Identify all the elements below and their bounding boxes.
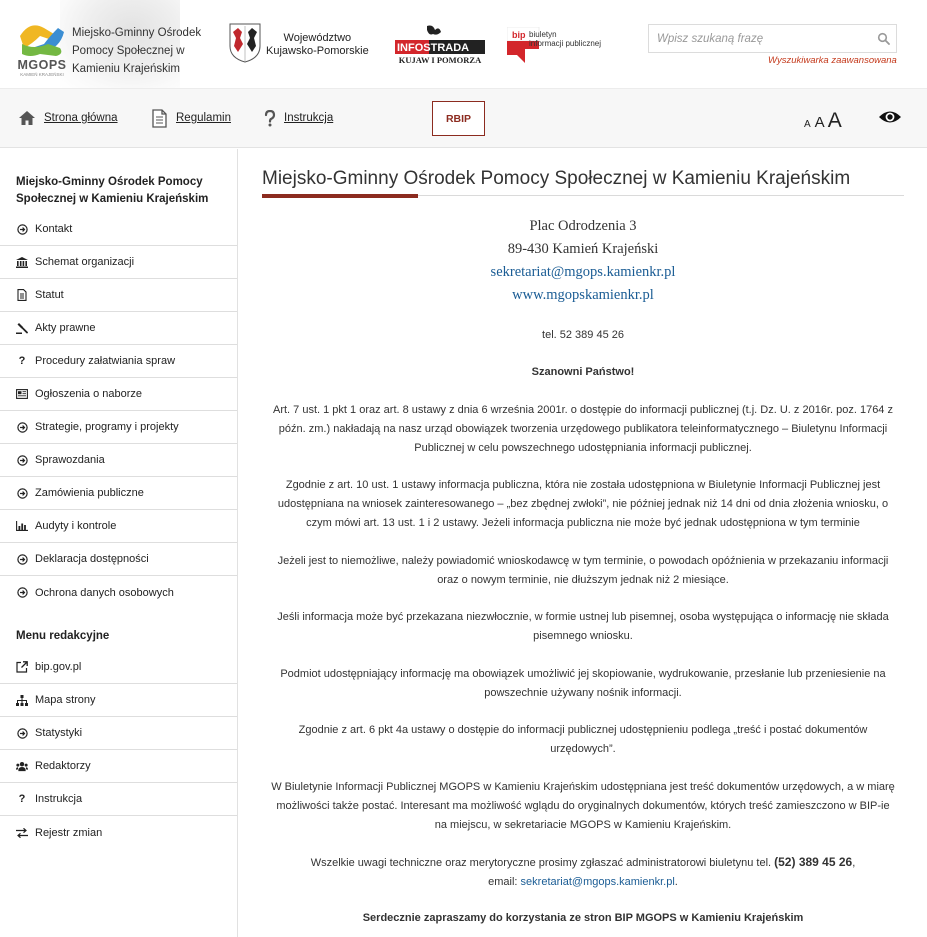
sidebar-item-sprawozdania[interactable] xyxy=(0,444,237,477)
editorial-menu-heading: Menu redakcyjne xyxy=(16,630,110,642)
circle-arrow-icon xyxy=(16,454,28,466)
region-name-line1: Województwo xyxy=(283,32,352,44)
sidebar-item-label: Kontakt xyxy=(35,223,73,235)
sidebar-item-instrukcja[interactable] xyxy=(0,783,237,816)
exchange-icon xyxy=(16,827,28,839)
paragraph-6-line2: urzędowych”. xyxy=(550,743,616,755)
sidebar-heading: Miejsko-Gminny Ośrodek Pomocy Społecznej w Kamieniu Krajeńskim xyxy=(16,176,209,205)
question-icon: ? xyxy=(18,355,26,367)
newspaper-icon xyxy=(16,388,28,400)
bip-caption-line1: biuletyn xyxy=(529,30,557,39)
infostrada-logo-link[interactable] xyxy=(393,24,487,64)
top-navigation xyxy=(0,88,927,148)
site-header xyxy=(0,0,927,88)
address-line1: Plac Odrodzenia 3 xyxy=(529,218,637,234)
sidebar-item-label: bip.gov.pl xyxy=(35,661,82,673)
paragraph-1-line2: późn. zm.) nakładają na nasz urząd obowiązek tworzenia urzędowego publikatora teleinformatycznego – Biuletynu Informacji xyxy=(278,423,888,435)
paragraph-4-line2: pisemnego wniosku. xyxy=(533,630,633,642)
paragraph-2 xyxy=(262,476,904,533)
paragraph-7 xyxy=(262,778,904,835)
search-icon[interactable] xyxy=(877,32,891,46)
nav-help-label: Instrukcja xyxy=(284,112,334,124)
nav-home-label: Strona główna xyxy=(44,112,118,124)
font-size-small-button[interactable]: A xyxy=(804,119,811,130)
paragraph-7-line3: na miejscu, w sekretariacie MGOPS w Kamieniu Krajeńskim. xyxy=(434,819,732,831)
question-icon: ? xyxy=(18,793,26,805)
paragraph-2-line3: czym mówi art. 13 ust. 1 i 2 ustawy. Jeżeli informacja publiczna nie może być jednak udostępniona w tym terminie xyxy=(306,517,860,529)
sitemap-icon xyxy=(16,694,28,706)
sidebar-item-label: Procedury załatwiania spraw xyxy=(35,355,176,367)
sidebar-item-strategie[interactable] xyxy=(0,411,237,444)
bar-chart-icon xyxy=(16,520,28,532)
sidebar-item-label: Mapa strony xyxy=(35,694,96,706)
circle-arrow-icon xyxy=(16,727,28,739)
admin-email-dot: . xyxy=(674,876,678,888)
bank-icon xyxy=(16,256,28,268)
bip-caption xyxy=(529,30,601,48)
admin-email-link[interactable]: sekretariat@mgops.kamienkr.pl xyxy=(520,876,675,888)
title-accent-bar xyxy=(262,194,418,198)
sidebar-item-procedury[interactable] xyxy=(0,345,237,378)
paragraph-8-line1 xyxy=(262,853,904,873)
paragraph-5-line1: Podmiot udostępniający informację ma obowiązek umożliwić jej skopiowanie, wydrukowanie, przesłanie lub przeniesienie na xyxy=(280,668,886,680)
circle-arrow-icon xyxy=(16,587,28,599)
paragraph-8 xyxy=(262,853,904,892)
advanced-search-link[interactable]: Wyszukiwarka zaawansowana xyxy=(768,55,897,66)
paragraph-4 xyxy=(262,608,904,646)
paragraph-6-line1: Zgodnie z art. 6 pkt 4a ustawy o dostępie do informacji publicznej udostępnieniu podlega „treść i postać dokumentów xyxy=(298,724,868,736)
rbip-button[interactable]: RBIP xyxy=(432,101,485,136)
sidebar-item-deklaracja[interactable] xyxy=(0,543,237,576)
sidebar-item-label: Statut xyxy=(35,289,64,301)
phone-text: tel. 52 389 45 26 xyxy=(542,329,624,341)
nav-help[interactable] xyxy=(264,106,333,130)
sidebar-item-rejestr[interactable] xyxy=(0,816,237,849)
paragraph-5 xyxy=(262,665,904,703)
sidebar-item-label: Strategie, programy i projekty xyxy=(35,421,179,433)
sidebar-item-audyty[interactable] xyxy=(0,510,237,543)
paragraph-2-line2: udostępniana na wniosek zainteresowanego – „bez zbędnej zwłoki”, nie później jednak niż 14 dni od dnia złożenia wniosku, o xyxy=(277,498,889,510)
nav-home[interactable] xyxy=(18,106,118,130)
paragraph-5-line2: powszechnie używany nośnik informacji. xyxy=(484,687,682,699)
sidebar-item-label: Schemat organizacji xyxy=(35,256,135,268)
sidebar-item-kontakt[interactable] xyxy=(0,213,237,246)
admin-contact-text: Wszelkie uwagi techniczne oraz merytoryczne prosimy zgłaszać administratorowi biuletynu tel. xyxy=(310,857,772,869)
admin-phone: (52) 389 45 26 xyxy=(774,855,853,869)
font-size-switcher xyxy=(804,109,842,133)
sidebar-item-label: Redaktorzy xyxy=(35,760,91,772)
org-name[interactable]: Miejsko-Gminny Ośrodek Pomocy Społecznej w Kamieniu Krajeńskim xyxy=(72,27,202,75)
logo-subtext: KAMIEŃ KRAJEŃSKI xyxy=(20,72,64,77)
paragraph-1-line3: Publicznej w celu powszechnego udostępniania informacji publicznej. xyxy=(414,442,752,454)
search-form xyxy=(648,24,897,53)
greeting-text: Szanowni Państwo! xyxy=(531,366,635,378)
bip-logo-link[interactable] xyxy=(507,27,621,67)
nav-rules-label: Regulamin xyxy=(176,112,231,124)
sidebar-item-redaktorzy[interactable] xyxy=(0,750,237,783)
question-icon xyxy=(264,110,276,127)
paragraph-3-line2: oraz o nowym terminie, nie dłuższym jednak niż 2 miesiące. xyxy=(437,574,729,586)
document-icon xyxy=(151,109,168,128)
sidebar-item-label: Audyty i kontrole xyxy=(35,520,117,532)
bip-mark: bip xyxy=(512,30,526,40)
paragraph-6 xyxy=(262,721,904,759)
paragraph-3 xyxy=(262,552,904,590)
sidebar-item-schemat[interactable] xyxy=(0,246,237,279)
sidebar-item-akty-prawne[interactable] xyxy=(0,312,237,345)
sidebar-item-mapa[interactable] xyxy=(0,684,237,717)
paragraph-3-line1: Jeżeli jest to niemożliwe, należy powiadomić wnioskodawcę w tym terminie, o powodach opóźnienia w przekazaniu informacji xyxy=(277,555,889,567)
contrast-eye-icon[interactable] xyxy=(878,109,902,125)
email-link[interactable]: sekretariat@mgops.kamienkr.pl xyxy=(490,264,676,280)
sidebar-item-label: Deklaracja dostępności xyxy=(35,553,149,565)
sidebar-item-label: Ochrona danych osobowych xyxy=(35,586,174,599)
sidebar-item-ogloszenia[interactable] xyxy=(0,378,237,411)
sidebar-item-label: Rejestr zmian xyxy=(35,826,103,839)
search-input[interactable] xyxy=(649,25,869,52)
sidebar-item-label: Ogłoszenia o naborze xyxy=(35,388,143,400)
admin-email-label: email: xyxy=(488,876,518,888)
infostrada-subtext: KUJAW I POMORZA xyxy=(398,55,482,65)
gavel-icon xyxy=(16,322,28,334)
infostrada-text: INFOSTRADA xyxy=(397,42,470,54)
sidebar-item-label: Statystyki xyxy=(35,727,83,739)
website-link[interactable]: www.mgopskamienkr.pl xyxy=(512,287,654,303)
sidebar-item-label: Zamówienia publiczne xyxy=(35,487,144,499)
circle-arrow-icon xyxy=(16,421,28,433)
font-size-large-button[interactable]: A xyxy=(827,109,842,132)
users-icon xyxy=(16,760,28,772)
logo-text: MGOPS xyxy=(17,58,67,72)
nav-rules[interactable] xyxy=(151,106,231,130)
sidebar xyxy=(0,149,238,937)
paragraph-8-line2 xyxy=(262,873,904,892)
paragraph-1-line1: Art. 7 ust. 1 pkt 1 oraz art. 8 ustawy z dnia 6 września 2001r. o dostępie do informacji publicznej (t.j. Dz. U. z 2016r. poz. 1764 z xyxy=(273,404,893,416)
font-size-medium-button[interactable]: A xyxy=(814,114,825,131)
paragraph-2-line1: Zgodnie z art. 10 ust. 1 ustawy informacja publiczna, która nie została udostępniona w Biuletynie Informacji Publicznej jest xyxy=(285,479,881,491)
address-line2: 89-430 Kamień Krajeński xyxy=(507,241,659,257)
region-name-line2: Kujawsko-Pomorskie xyxy=(266,45,369,57)
sidebar-item-label: Sprawozdania xyxy=(35,454,105,466)
region-logo-link[interactable] xyxy=(228,22,388,66)
circle-arrow-icon xyxy=(16,223,28,235)
closing-text: Serdecznie zapraszamy do korzystania ze stron BIP MGOPS w Kamieniu Krajeńskim xyxy=(362,912,804,924)
sidebar-item-statut[interactable] xyxy=(0,279,237,312)
page-title: Miejsko-Gminny Ośrodek Pomocy Społecznej w Kamieniu Krajeńskim xyxy=(262,168,851,189)
admin-phone-comma: , xyxy=(852,857,856,869)
sidebar-item-zamowienia[interactable] xyxy=(0,477,237,510)
paragraph-7-line1: W Biuletynie Informacji Publicznej MGOPS w Kamieniu Krajeńskim udostępniana jest treść dokumentów urzędowych, a w miarę xyxy=(271,781,895,793)
external-link-icon xyxy=(16,661,28,673)
sidebar-item-label: Instrukcja xyxy=(35,793,83,805)
sidebar-item-bip-gov[interactable] xyxy=(0,651,237,684)
sidebar-item-label: Akty prawne xyxy=(35,322,96,334)
paragraph-1 xyxy=(262,401,904,458)
paragraph-7-line2: możliwości także postać. Interesant ma możliwość wglądu do oryginalnych dokumentów, których treść zamieszczono w BIP-ie xyxy=(276,800,890,812)
home-icon xyxy=(18,110,36,126)
paragraph-4-line1: Jeśli informacja może być przekazana niezwłocznie, w formie ustnej lub pisemnej, osoba występująca o informację nie składa xyxy=(277,611,889,623)
document-icon xyxy=(16,289,28,301)
sidebar-item-statystyki[interactable] xyxy=(0,717,237,750)
bip-caption-line2: informacji publicznej xyxy=(529,39,602,48)
circle-arrow-icon xyxy=(16,487,28,499)
mgops-logo[interactable] xyxy=(14,14,70,78)
region-name xyxy=(266,32,369,58)
coat-of-arms-icon xyxy=(228,22,262,64)
sidebar-item-rodo[interactable] xyxy=(0,576,237,609)
circle-arrow-icon xyxy=(16,553,28,565)
